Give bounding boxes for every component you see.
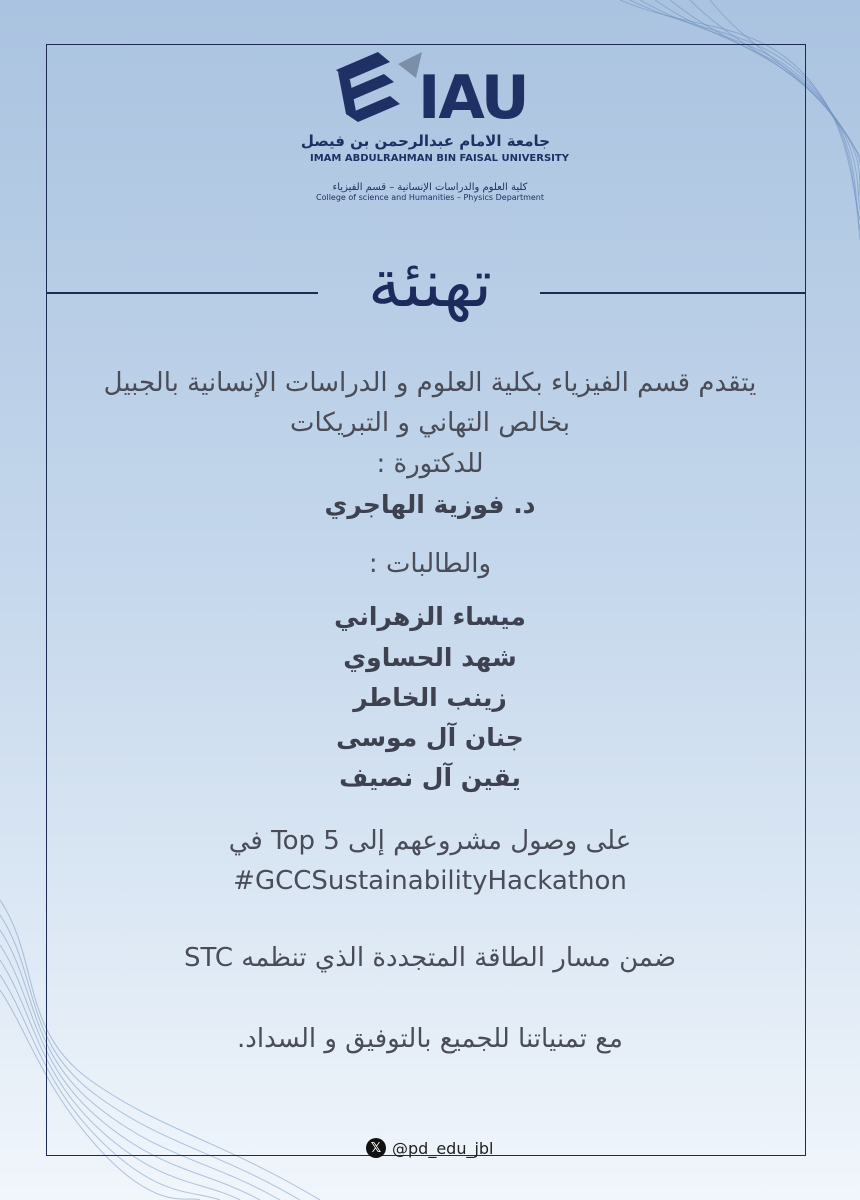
handle-text: @pd_edu_jbl	[392, 1138, 494, 1158]
intro-line-1: يتقدم قسم الفيزياء بكلية العلوم و الدراسات الإنسانية بالجبيل	[103, 368, 757, 398]
students-label: والطالبات :	[368, 549, 492, 579]
social-handle[interactable]	[366, 1136, 494, 1160]
student-name: جنان آل موسى	[336, 723, 524, 752]
college-name-english: College of science and Humanities – Physics Department	[315, 193, 545, 202]
poster-frame	[46, 44, 806, 1156]
university-abbreviation: IAU	[418, 63, 528, 133]
college-name-arabic: كلية العلوم والدراسات الإنسانية – قسم الفيزياء	[332, 182, 528, 193]
hackathon-hashtag: #GCCSustainabilityHackathon	[233, 866, 627, 896]
university-name-arabic: جامعة الامام عبدالرحمن بن فيصل	[300, 132, 550, 150]
doctor-name: د. فوزية الهاجري	[324, 490, 536, 519]
divider-right	[540, 292, 806, 294]
intro-line-2: بخالص التهاني و التبريكات	[289, 408, 571, 438]
divider-left	[46, 292, 318, 294]
achievement-line: على وصول مشروعهم إلى Top 5 في	[228, 826, 632, 856]
track-line: ضمن مسار الطاقة المتجددة الذي تنظمه STC	[183, 943, 677, 973]
doctor-label: للدكتورة :	[376, 449, 484, 479]
student-name: شهد الحساوي	[343, 643, 517, 672]
student-name: زينب الخاطر	[353, 683, 507, 712]
x-logo-icon: 𝕏	[366, 1138, 386, 1158]
university-name-english: IMAM ABDULRAHMAN BIN FAISAL UNIVERSITY	[310, 153, 569, 164]
wishes-line: مع تمنياتنا للجميع بالتوفيق و السداد.	[237, 1024, 623, 1054]
student-name: ميساء الزهراني	[334, 602, 526, 631]
congratulations-heading: تهنئة	[367, 245, 492, 322]
student-name: يقين آل نصيف	[339, 763, 521, 792]
